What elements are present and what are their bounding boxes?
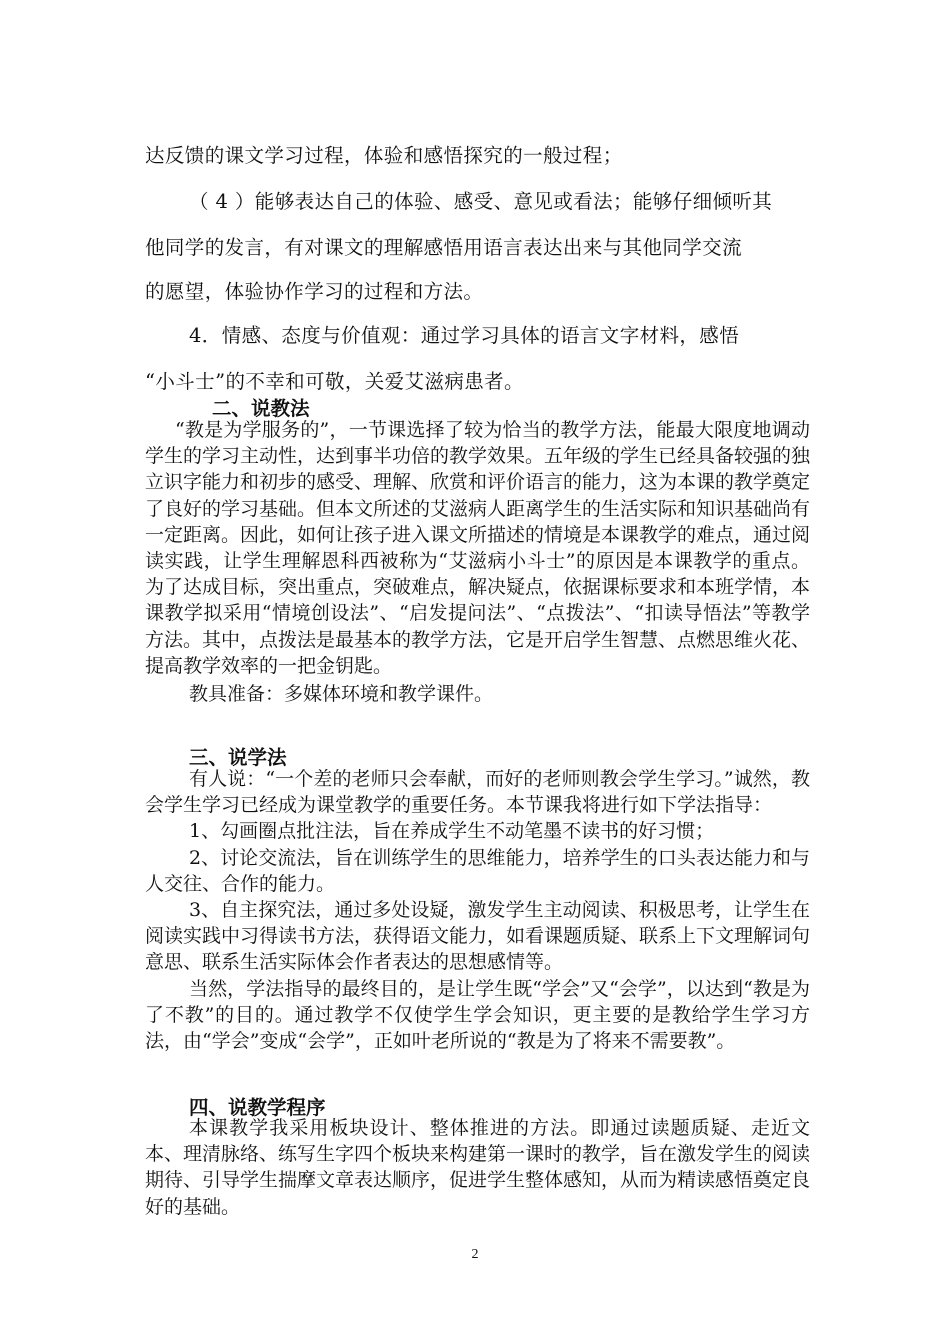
page-number: 2	[471, 1247, 479, 1262]
section-body-teaching-method	[145, 417, 810, 707]
paragraph: 1、勾画圈点批注法，旨在养成学生不动笔墨不读书的好习惯；	[189, 820, 715, 843]
text-line: 的愿望，体验协作学习的过程和方法。	[145, 280, 484, 303]
text-line: 4．情感、态度与价值观：通过学习具体的语言文字材料，感悟	[189, 324, 740, 347]
paragraph: 当然，学法指导的最终目的，是让学生既“学会”又“会学”，以达到“教是为了不教”的目的。通过教学不仅使学生学会知识，更主要的是教给学生学习方法，由“学会”变成“会学”，正如叶老所说的“教是为了将来不需要教”。	[145, 977, 810, 1053]
paragraph: 教具准备：多媒体环境和教学课件。	[189, 683, 494, 706]
paragraph: 3、自主探究法，通过多处设疑，激发学生主动阅读、积极思考，让学生在阅读实践中习得读书方法，获得语文能力，如看课题质疑、联系上下文理解词句意思、联系生活实际体会作者表达的思想感情等。	[145, 899, 811, 974]
paragraph: 本课教学我采用板块设计、整体推进的方法。即通过读题质疑、走近文本、理清脉络、练写生字四个板块来构建第一课时的教学，旨在激发学生的阅读期待、引导学生揣摩文章表达顺序，促进学生整体感知，从而为精读感悟奠定良好的基础。	[145, 1117, 811, 1218]
text-line: “小斗士”的不幸和可敬，关爱艾滋病患者。	[145, 370, 524, 393]
section-body-learning-method	[145, 766, 810, 1054]
text-line: 他同学的发言，有对课文的理解感悟用语言表达出来与其他同学交流	[145, 236, 743, 259]
section-heading-learning-method: 三、说学法	[189, 746, 287, 769]
section-heading-teaching-method: 二、说教法	[212, 397, 310, 420]
paragraph: “教是为学服务的”，一节课选择了较为恰当的教学方法，能最大限度地调动学生的学习主动性，达到事半功倍的教学效果。五年级的学生已经具备较强的独立识字能力和初步的感受、理解、欣赏和评价语言的能力，这为本课的教学奠定了良好的学习基础。但本文所述的艾滋病人距离学生的生活实际和知识基础尚有一定距离。因此，如何让孩子进入课文所描述的情境是本课教学的难点，通过阅读实践，让学生理解恩科西被称为“艾滋病小斗士”的原因是本课教学的重点。为了达成目标，突出重点，突破难点，解决疑点，依据课标要求和本班学情，本课教学拟采用“情境创设法”、“启发提问法”、“点拨法”、“扣读导悟法”等教学方法。其中，点拨法是最基本的教学方法，它是开启学生智慧、点燃思维火花、提高教学效率的一把金钥匙。	[145, 419, 811, 677]
section-heading-teaching-procedure: 四、说教学程序	[189, 1096, 326, 1119]
paragraph: 2、讨论交流法，旨在训练学生的思维能力，培养学生的口头表达能力和与人交往、合作的能力。	[145, 846, 810, 895]
paragraph: 有人说：“一个差的老师只会奉献，而好的老师则教会学生学习。”诚然，教会学生学习已经成为课堂教学的重要任务。本节课我将进行如下学法指导：	[145, 768, 810, 817]
section-body-teaching-procedure	[145, 1115, 810, 1220]
text-line: （ 4 ）能够表达自己的体验、感受、意见或看法；能够仔细倾听其	[189, 190, 773, 213]
text-line: 达反馈的课文学习过程，体验和感悟探究的一般过程；	[145, 144, 623, 167]
